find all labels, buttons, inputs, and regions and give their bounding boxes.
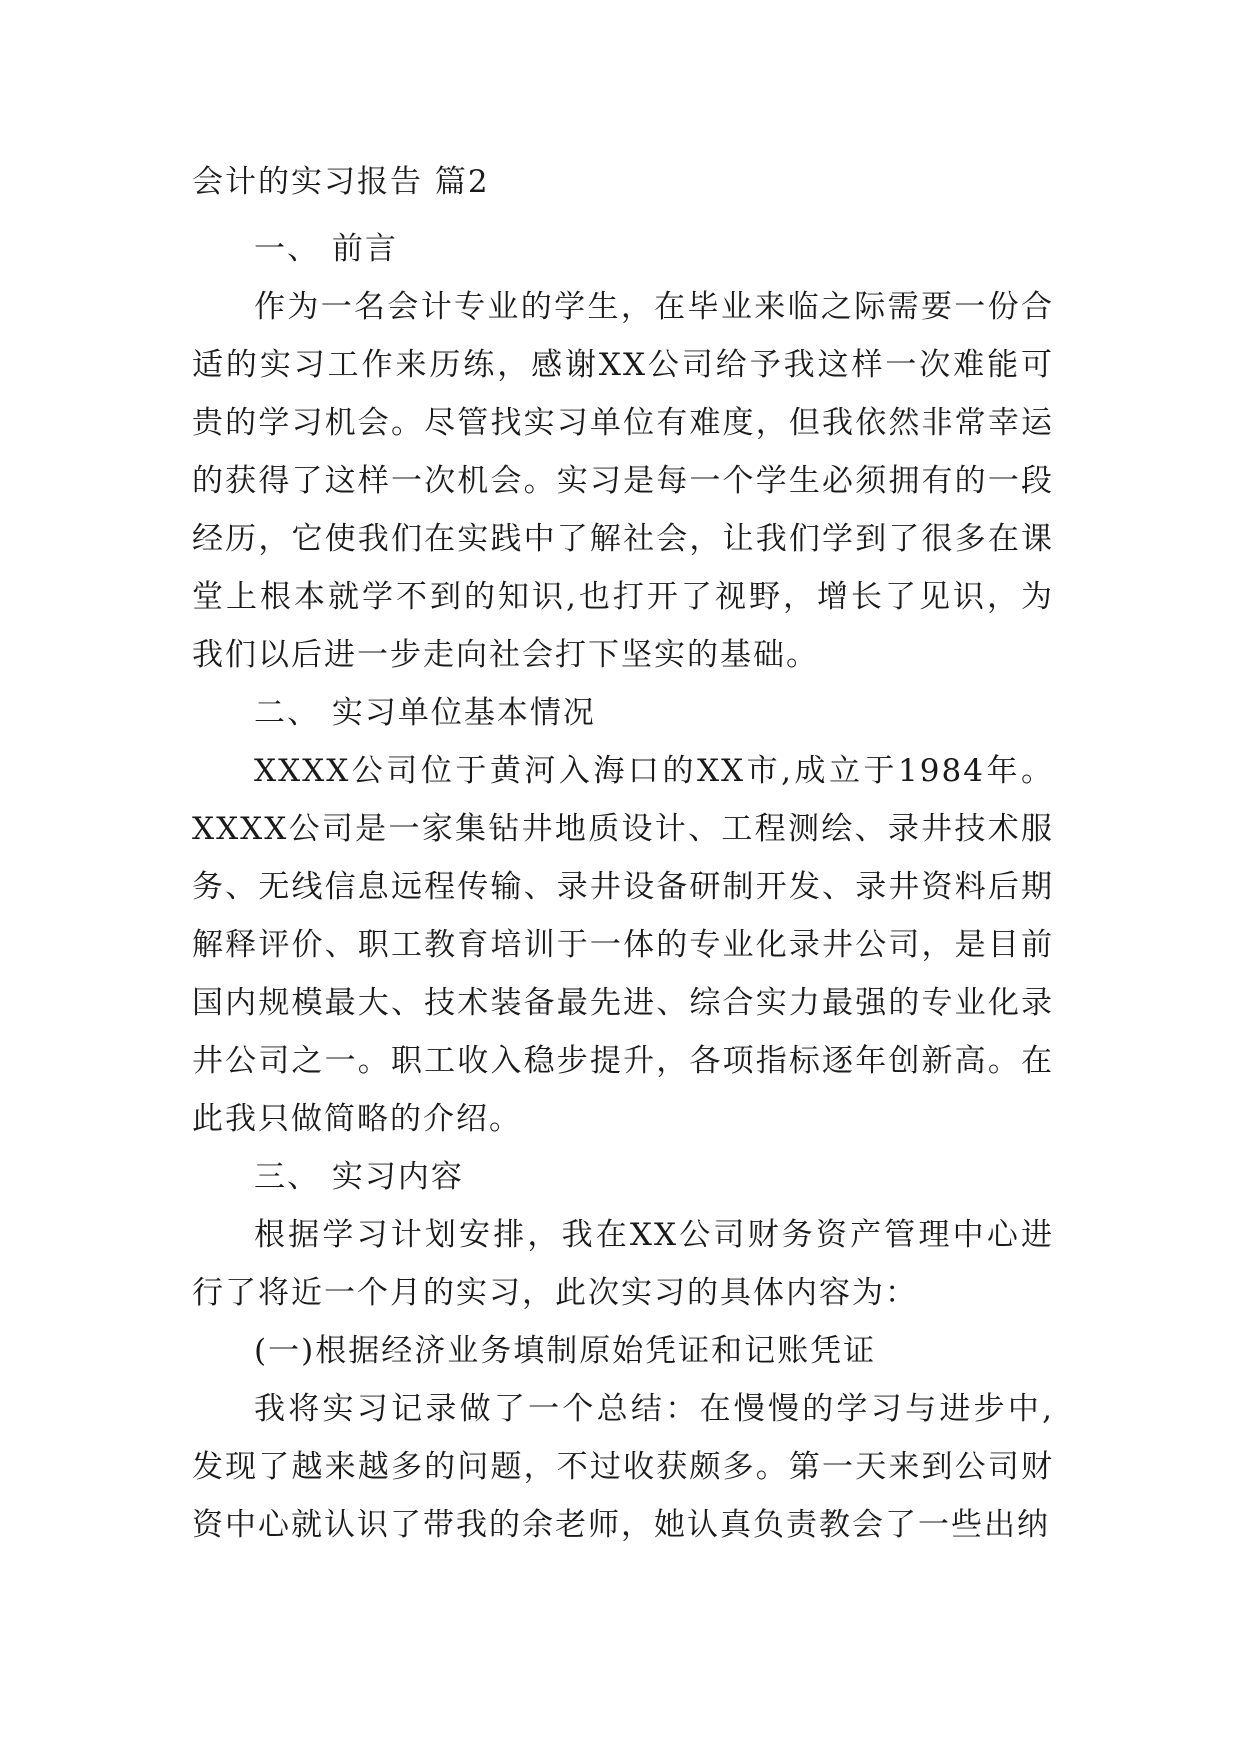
document-title: 会计的实习报告 篇2 bbox=[192, 164, 490, 200]
section-preface bbox=[192, 220, 1054, 684]
section-vouchers bbox=[192, 1322, 1054, 1554]
paragraph-preface: 作为一名会计专业的学生，在毕业来临之际需要一份合适的实习工作来历练，感谢XX公司给予我这样一次难能可贵的学习机会。尽管找实习单位有难度，但我依然非常幸运的获得了这样一次机会。实习是每一个学生必须拥有的一段经历，它使我们在实践中了解社会，让我们学到了很多在课堂上根本就学不到的知识,也打开了视野，增长了见识，为我们以后进一步走向社会打下坚实的基础。 bbox=[192, 289, 1054, 673]
paragraph-vouchers: 我将实习记录做了一个总结：在慢慢的学习与进步中,发现了越来越多的问题，不过收获颇多。第一天来到公司财资中心就认识了带我的余老师，她认真负责教会了一些出纳 bbox=[192, 1391, 1054, 1543]
section-heading-preface: 一、 前言 bbox=[254, 231, 398, 267]
paragraph-internship-content: 根据学习计划安排，我在XX公司财务资产管理中心进行了将近一个月的实习，此次实习的具体内容为： bbox=[192, 1217, 1054, 1311]
section-internship-content bbox=[192, 1148, 1054, 1322]
section-heading-company-overview: 二、 实习单位基本情况 bbox=[254, 695, 596, 731]
paragraph-company-overview: XXXX公司位于黄河入海口的XX市,成立于1984年。XXXX公司是一家集钻井地质设计、工程测绘、录井技术服务、无线信息远程传输、录井设备研制开发、录井资料后期解释评价、职工教育培训于一体的专业化录井公司，是目前国内规模最大、技术装备最先进、综合实力最强的专业化录井公司之一。职工收入稳步提升，各项指标逐年创新高。在此我只做简略的介绍。 bbox=[192, 753, 1054, 1137]
section-heading-internship-content: 三、 实习内容 bbox=[254, 1159, 464, 1195]
subsection-heading-vouchers: (一)根据经济业务填制原始凭证和记账凭证 bbox=[254, 1333, 877, 1369]
section-company-overview bbox=[192, 684, 1054, 1148]
document-page bbox=[192, 162, 1054, 1554]
